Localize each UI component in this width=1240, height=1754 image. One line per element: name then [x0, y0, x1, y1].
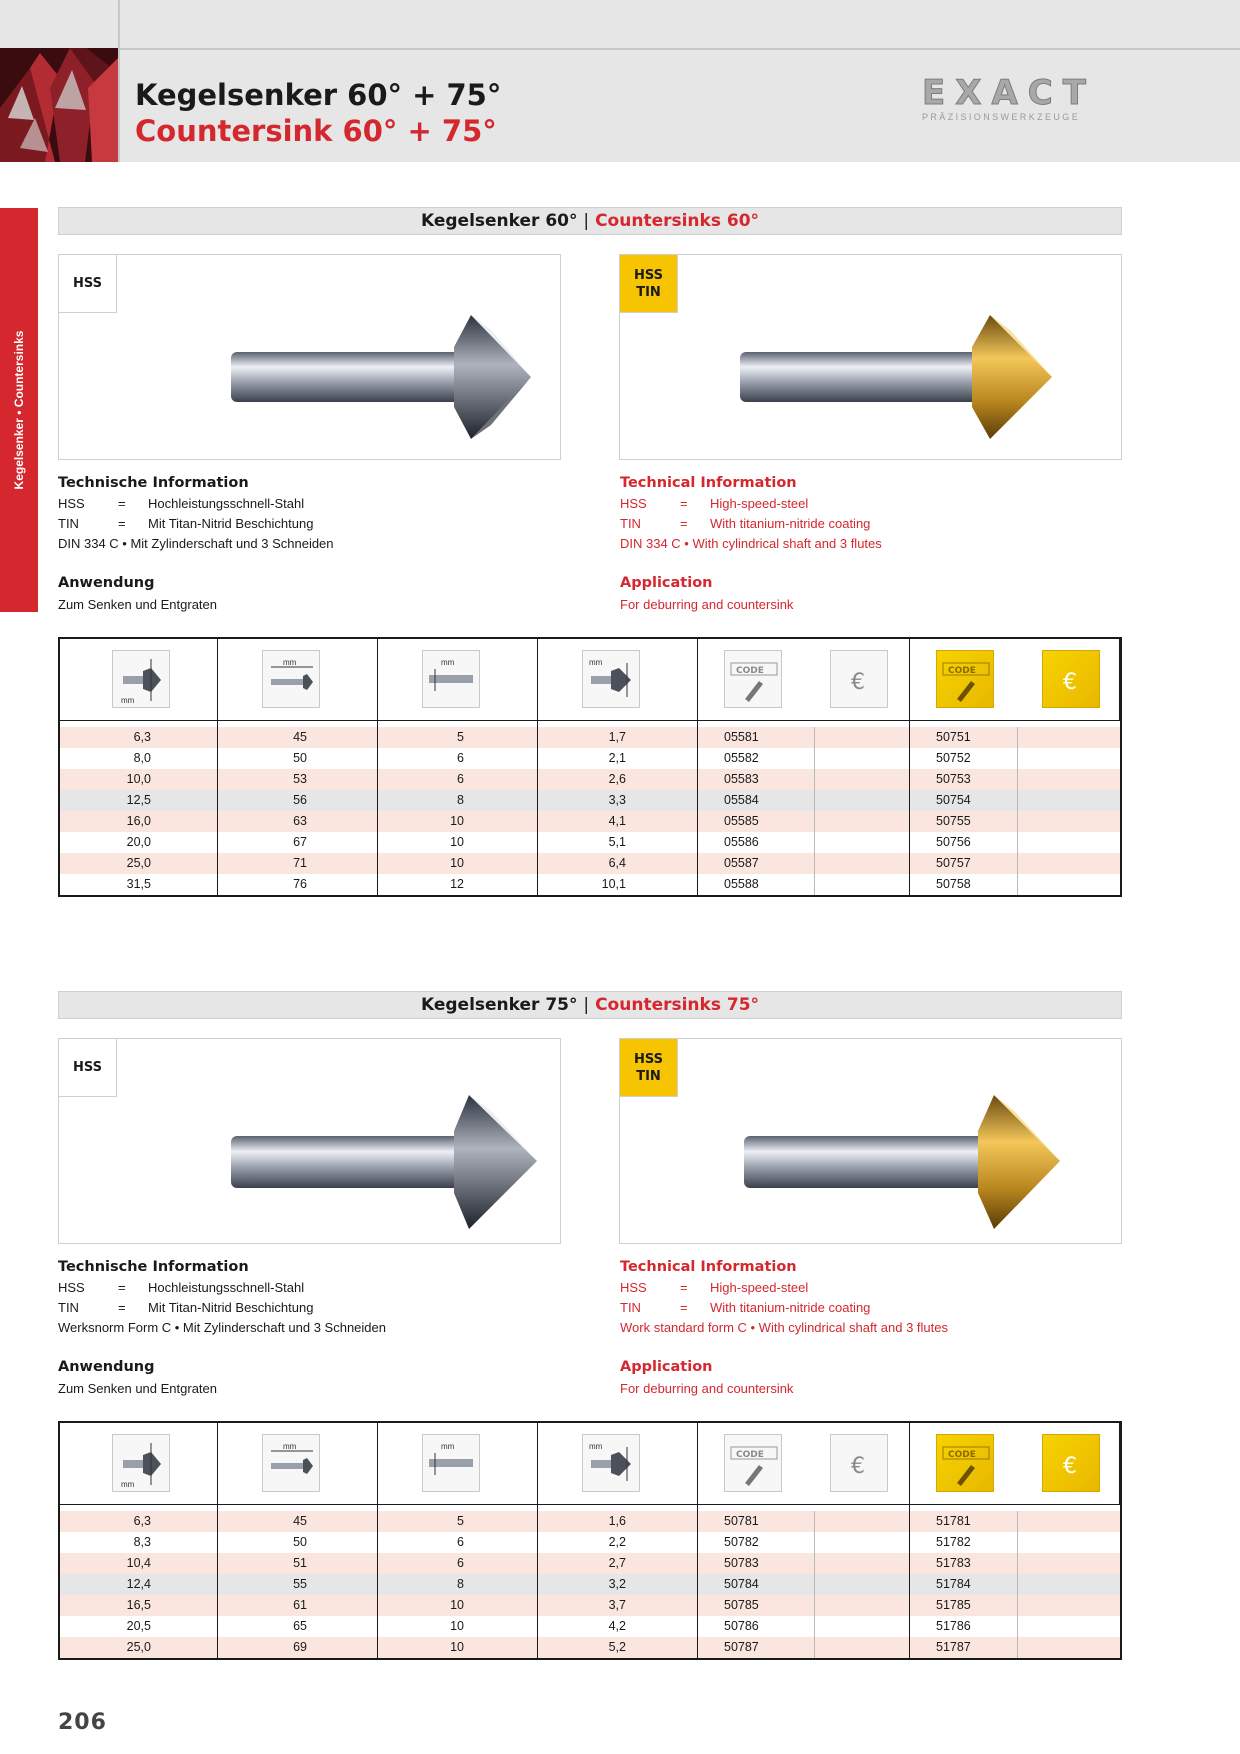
- table-cell: 50756: [936, 835, 971, 849]
- table-cell: 12,5: [126, 793, 151, 807]
- table-cell: 55: [293, 1577, 307, 1591]
- table-cell: 50755: [936, 814, 971, 828]
- svg-text:CODE: CODE: [736, 1450, 764, 1460]
- svg-text:mm: mm: [121, 696, 135, 705]
- column-divider: [697, 721, 698, 895]
- tech-de-note: Werksnorm Form C • Mit Zylinderschaft und 3 Schneiden: [58, 1320, 386, 1335]
- column-divider: [377, 1505, 378, 1658]
- code-tin-icon: [936, 1434, 994, 1492]
- tech-de-tin: TIN = Mit Titan-Nitrid Beschichtung: [58, 1300, 314, 1315]
- table-cell: 69: [293, 1640, 307, 1654]
- hss-badge: HSS: [59, 255, 117, 313]
- table-cell: 45: [293, 730, 307, 744]
- table-cell: 16,0: [126, 814, 151, 828]
- svg-text:€: €: [1063, 670, 1077, 695]
- table-row: [60, 832, 1120, 853]
- column-divider: [697, 1505, 698, 1658]
- tech-heading-de: Technische Information: [58, 475, 249, 491]
- table-cell: 50752: [936, 751, 971, 765]
- table-cell: 6,3: [133, 1514, 151, 1528]
- application-heading-en: Application: [620, 575, 713, 591]
- svg-text:mm: mm: [121, 1480, 135, 1489]
- table-cell: 1,6: [608, 1514, 626, 1528]
- tech-heading-de: Technische Information: [58, 1259, 249, 1275]
- table-icon-header: [60, 639, 1120, 721]
- table-cell: 50754: [936, 793, 971, 807]
- column-divider: [537, 721, 538, 895]
- svg-text:mm: mm: [441, 1442, 455, 1451]
- table-cell: 10,1: [601, 877, 626, 891]
- table-row: [60, 1553, 1120, 1574]
- table-cell: 5,2: [608, 1640, 626, 1654]
- table-cell: 05583: [724, 772, 759, 786]
- table-cell: 10: [450, 835, 464, 849]
- table-cell: 51: [293, 1556, 307, 1570]
- table-cell: 6,3: [133, 730, 151, 744]
- tech-de-hss: HSS = Hochleistungsschnell-Stahl: [58, 1280, 305, 1295]
- tech-en-note: Work standard form C • With cylindrical shaft and 3 flutes: [620, 1320, 948, 1335]
- table-cell: 51785: [936, 1598, 971, 1612]
- column-divider: [217, 1505, 218, 1658]
- table-cell: 67: [293, 835, 307, 849]
- page-title-en: Countersink 60° + 75°: [135, 114, 497, 148]
- countersink-60-tin-icon: [680, 275, 1120, 455]
- tech-de-hss: HSS = Hochleistungsschnell-Stahl: [58, 496, 305, 511]
- table-row: [60, 790, 1120, 811]
- side-tab-label: Kegelsenker • Countersinks: [12, 330, 26, 490]
- table-cell: 50758: [936, 877, 971, 891]
- table-cell: 4,2: [608, 1619, 626, 1633]
- code-icon: [724, 1434, 782, 1492]
- table-cell: 10: [450, 1619, 464, 1633]
- table-cell: 20,5: [126, 1619, 151, 1633]
- table-cell: 05581: [724, 730, 759, 744]
- table-cell: 10: [450, 814, 464, 828]
- application-en: For deburring and countersink: [620, 1381, 794, 1396]
- code-tin-icon: [936, 650, 994, 708]
- tech-en-note: DIN 334 C • With cylindrical shaft and 3 flutes: [620, 536, 882, 551]
- page-title-de: Kegelsenker 60° + 75°: [135, 78, 502, 112]
- code-divider: [1017, 1511, 1018, 1658]
- table-cell: 5: [457, 730, 464, 744]
- table-cell: 3,2: [608, 1577, 626, 1591]
- diameter-icon: [112, 650, 170, 708]
- data-table-75: [58, 1421, 1122, 1660]
- table-cell: 2,2: [608, 1535, 626, 1549]
- table-cell: 76: [293, 877, 307, 891]
- total-length-icon: [262, 650, 320, 708]
- table-cell: 10: [450, 1640, 464, 1654]
- shank-diameter-icon: [422, 650, 480, 708]
- table-row: [60, 727, 1120, 748]
- product-60-tin: [619, 254, 1122, 460]
- table-row: [60, 811, 1120, 832]
- table-cell: 51786: [936, 1619, 971, 1633]
- table-body: [60, 1505, 1120, 1658]
- table-cell: 8,3: [133, 1535, 151, 1549]
- table-cell: 05588: [724, 877, 759, 891]
- code-icon: [724, 650, 782, 708]
- tech-de-note: DIN 334 C • Mit Zylinderschaft und 3 Schneiden: [58, 536, 334, 551]
- table-cell: 51784: [936, 1577, 971, 1591]
- code-divider: [814, 1511, 815, 1658]
- table-cell: 53: [293, 772, 307, 786]
- min-diameter-icon: [582, 650, 640, 708]
- table-cell: 51781: [936, 1514, 971, 1528]
- table-cell: 10: [450, 856, 464, 870]
- table-cell: 50757: [936, 856, 971, 870]
- application-heading-de: Anwendung: [58, 1359, 155, 1375]
- product-75-tin: [619, 1038, 1122, 1244]
- svg-text:mm: mm: [441, 658, 455, 667]
- table-cell: 71: [293, 856, 307, 870]
- euro-icon: [830, 1434, 888, 1492]
- code-divider: [814, 727, 815, 895]
- table-row: [60, 1511, 1120, 1532]
- table-row: [60, 1532, 1120, 1553]
- table-row: [60, 1595, 1120, 1616]
- section-75-title-de: Kegelsenker 75°: [420, 995, 578, 1015]
- tech-en-hss: HSS = High-speed-steel: [620, 1280, 809, 1295]
- table-cell: 8: [457, 1577, 464, 1591]
- table-row: [60, 769, 1120, 790]
- euro-icon: [830, 650, 888, 708]
- table-cell: 3,3: [608, 793, 626, 807]
- column-divider: [909, 721, 910, 895]
- tech-heading-en: Technical Information: [620, 475, 797, 491]
- table-cell: 50751: [936, 730, 971, 744]
- section-60-separator: |: [583, 211, 590, 231]
- page-number: 206: [58, 1710, 107, 1735]
- header-divider: [118, 0, 120, 162]
- table-cell: 20,0: [126, 835, 151, 849]
- table-body: [60, 721, 1120, 895]
- table-cell: 6: [457, 751, 464, 765]
- table-cell: 12,4: [126, 1577, 151, 1591]
- table-cell: 8: [457, 793, 464, 807]
- table-cell: 05587: [724, 856, 759, 870]
- table-cell: 51782: [936, 1535, 971, 1549]
- section-60-title-en: Countersinks 60°: [595, 211, 760, 231]
- tech-heading-en: Technical Information: [620, 1259, 797, 1275]
- min-diameter-icon: [582, 1434, 640, 1492]
- table-cell: 50781: [724, 1514, 759, 1528]
- section-75-separator: |: [583, 995, 590, 1015]
- table-cell: 50: [293, 1535, 307, 1549]
- svg-text:CODE: CODE: [948, 666, 976, 676]
- section-75-title-en: Countersinks 75°: [595, 995, 760, 1015]
- section-60-title-bar: [58, 207, 1122, 235]
- column-divider: [537, 1505, 538, 1658]
- table-cell: 50786: [724, 1619, 759, 1633]
- table-cell: 10,0: [126, 772, 151, 786]
- diameter-icon: [112, 1434, 170, 1492]
- table-cell: 50785: [724, 1598, 759, 1612]
- application-heading-de: Anwendung: [58, 575, 155, 591]
- table-cell: 63: [293, 814, 307, 828]
- table-cell: 4,1: [608, 814, 626, 828]
- table-icon-header: [60, 1423, 1120, 1505]
- table-row: [60, 748, 1120, 769]
- table-cell: 1,7: [608, 730, 626, 744]
- table-cell: 5: [457, 1514, 464, 1528]
- euro-tin-icon: [1042, 650, 1100, 708]
- table-cell: 51787: [936, 1640, 971, 1654]
- table-cell: 6: [457, 772, 464, 786]
- data-table-60: [58, 637, 1122, 897]
- table-cell: 61: [293, 1598, 307, 1612]
- svg-text:€: €: [851, 1454, 865, 1479]
- table-cell: 65: [293, 1619, 307, 1633]
- table-cell: 51783: [936, 1556, 971, 1570]
- table-cell: 50753: [936, 772, 971, 786]
- column-divider: [909, 1505, 910, 1658]
- svg-text:mm: mm: [283, 658, 297, 667]
- svg-text:mm: mm: [589, 1442, 603, 1451]
- logo-tagline: PRÄZISIONSWERKZEUGE: [922, 112, 1081, 122]
- application-en: For deburring and countersink: [620, 597, 794, 612]
- hss-badge: HSS: [59, 1039, 117, 1097]
- hss-tin-badge: HSS TIN: [620, 1039, 678, 1097]
- table-cell: 50787: [724, 1640, 759, 1654]
- product-60-hss: [58, 254, 561, 460]
- countersink-60-hss-icon: [119, 275, 559, 455]
- tech-en-tin: TIN = With titanium-nitride coating: [620, 1300, 871, 1315]
- application-de: Zum Senken und Entgraten: [58, 597, 217, 612]
- table-row: [60, 1574, 1120, 1595]
- table-cell: 2,6: [608, 772, 626, 786]
- table-cell: 3,7: [608, 1598, 626, 1612]
- table-cell: 6: [457, 1556, 464, 1570]
- table-cell: 10: [450, 1598, 464, 1612]
- table-cell: 6: [457, 1535, 464, 1549]
- table-row: [60, 853, 1120, 874]
- svg-text:€: €: [1063, 1454, 1077, 1479]
- column-divider: [217, 721, 218, 895]
- table-row: [60, 1637, 1120, 1658]
- table-cell: 56: [293, 793, 307, 807]
- total-length-icon: [262, 1434, 320, 1492]
- section-75-title-bar: [58, 991, 1122, 1019]
- application-de: Zum Senken und Entgraten: [58, 1381, 217, 1396]
- tech-en-tin: TIN = With titanium-nitride coating: [620, 516, 871, 531]
- header-rule: [118, 48, 1240, 50]
- table-cell: 5,1: [608, 835, 626, 849]
- shank-diameter-icon: [422, 1434, 480, 1492]
- table-cell: 10,4: [126, 1556, 151, 1570]
- table-cell: 2,7: [608, 1556, 626, 1570]
- table-cell: 05584: [724, 793, 759, 807]
- table-cell: 6,4: [608, 856, 626, 870]
- table-cell: 31,5: [126, 877, 151, 891]
- code-divider: [1017, 727, 1018, 895]
- table-cell: 50784: [724, 1577, 759, 1591]
- brand-logo: [922, 73, 1122, 124]
- hss-tin-badge: HSS TIN: [620, 255, 678, 313]
- product-75-hss: [58, 1038, 561, 1244]
- table-cell: 50783: [724, 1556, 759, 1570]
- svg-text:mm: mm: [589, 658, 603, 667]
- table-cell: 16,5: [126, 1598, 151, 1612]
- table-cell: 45: [293, 1514, 307, 1528]
- euro-tin-icon: [1042, 1434, 1100, 1492]
- countersink-75-hss-icon: [119, 1059, 559, 1239]
- svg-text:mm: mm: [283, 1442, 297, 1451]
- table-cell: 50782: [724, 1535, 759, 1549]
- svg-text:CODE: CODE: [948, 1450, 976, 1460]
- table-cell: 25,0: [126, 1640, 151, 1654]
- table-cell: 12: [450, 877, 464, 891]
- header-product-photo: [0, 48, 118, 162]
- tech-en-hss: HSS = High-speed-steel: [620, 496, 809, 511]
- table-cell: 50: [293, 751, 307, 765]
- svg-text:€: €: [851, 670, 865, 695]
- section-60-title-de: Kegelsenker 60°: [420, 211, 578, 231]
- tech-de-tin: TIN = Mit Titan-Nitrid Beschichtung: [58, 516, 314, 531]
- table-cell: 05582: [724, 751, 759, 765]
- table-cell: 05585: [724, 814, 759, 828]
- table-cell: 05586: [724, 835, 759, 849]
- application-heading-en: Application: [620, 1359, 713, 1375]
- table-cell: 2,1: [608, 751, 626, 765]
- table-row: [60, 1616, 1120, 1637]
- table-row: [60, 874, 1120, 895]
- countersink-75-tin-icon: [680, 1059, 1120, 1239]
- table-cell: 25,0: [126, 856, 151, 870]
- svg-text:CODE: CODE: [736, 666, 764, 676]
- logo-wordmark: EXACT: [922, 73, 1096, 113]
- table-cell: 8,0: [133, 751, 151, 765]
- column-divider: [377, 721, 378, 895]
